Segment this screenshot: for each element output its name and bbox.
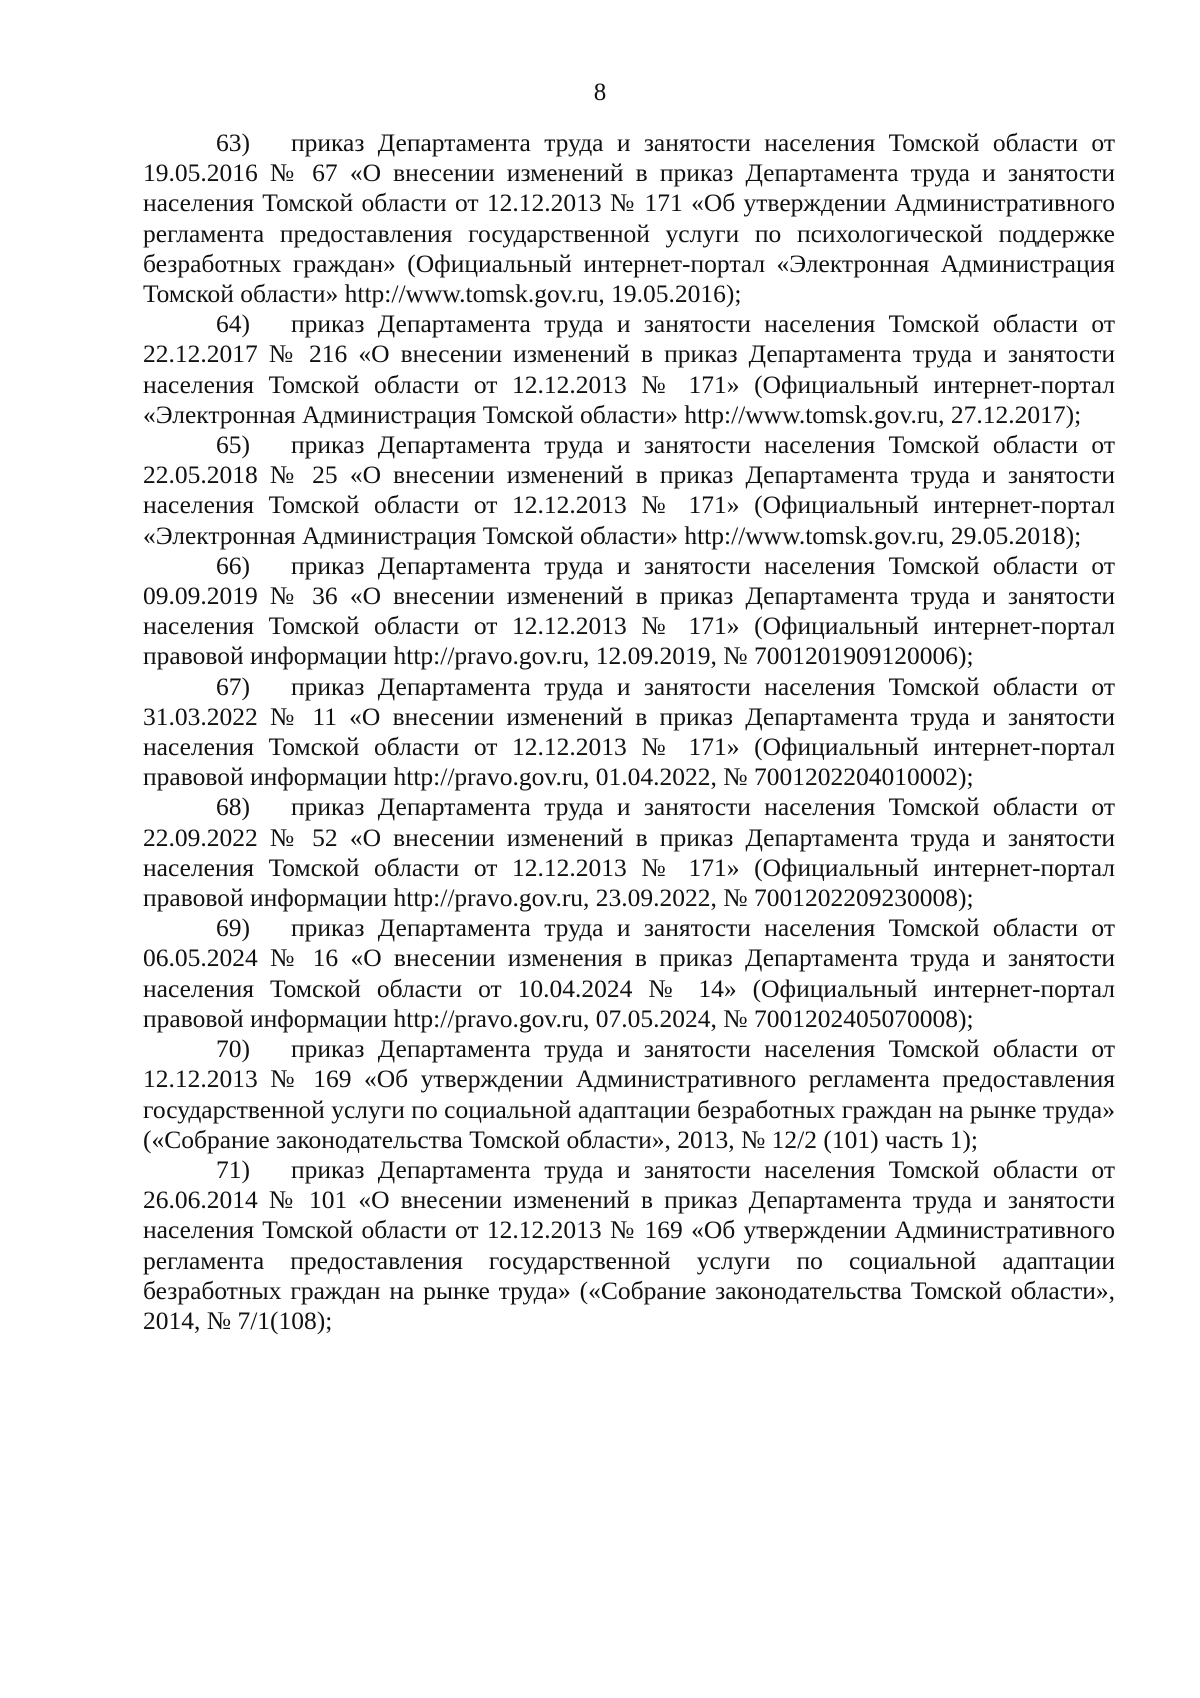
item-text: приказ Департамента труда и занятости населения Томской области от 31.03.2022 № 11 «О внесении изменений в приказ Департамента труда и занятости населения Томской области от 12.12.2013 № 171» (Официальный интернет-портал правовой информации http://pravo.gov.ru, 01.04.2022, № 7001202204010002);	[143, 671, 1115, 792]
list-item-68	[143, 792, 1115, 913]
item-number: 63)	[216, 128, 250, 157]
item-number: 67)	[216, 671, 250, 701]
list-item-63	[143, 128, 1115, 309]
list-item-71	[143, 1155, 1115, 1336]
document-body	[143, 128, 1115, 1336]
item-text: приказ Департамента труда и занятости населения Томской области от 26.06.2014 № 101 «О внесении изменений в приказ Департамента труда и занятости населения Томской области от 12.12.2013 № 169 «Об утверждении Административного регламента предоставления государственной услуги по социальной адаптации безработных граждан на рынке труда» («Собрание законодательства Томской области», 2014, № 7/1(108);	[143, 1154, 1115, 1335]
list-item-65	[143, 430, 1115, 551]
list-item-70	[143, 1034, 1115, 1155]
list-item-67	[143, 672, 1115, 793]
list-item-66	[143, 551, 1115, 672]
list-item-69	[143, 913, 1115, 1034]
item-text: приказ Департамента труда и занятости населения Томской области от 22.05.2018 № 25 «О внесении изменений в приказ Департамента труда и занятости населения Томской области от 12.12.2013 № 171» (Официальный интернет-портал «Электронная Администрация Томской области» http://www.tomsk.gov.ru, 29.05.2018);	[143, 430, 1115, 550]
item-text: приказ Департамента труда и занятости населения Томской области от 22.09.2022 № 52 «О внесении изменений в приказ Департамента труда и занятости населения Томской области от 12.12.2013 № 171» (Официальный интернет-портал правовой информации http://pravo.gov.ru, 23.09.2022, № 7001202209230008);	[143, 792, 1115, 913]
item-number: 65)	[216, 430, 250, 460]
item-number: 66)	[216, 550, 250, 580]
item-text: приказ Департамента труда и занятости населения Томской области от 22.12.2017 № 216 «О внесении изменений в приказ Департамента труда и занятости населения Томской области от 12.12.2013 № 171» (Официальный интернет-портал «Электронная Администрация Томской области» http://www.tomsk.gov.ru, 27.12.2017);	[143, 309, 1115, 429]
list-item-64	[143, 309, 1115, 430]
item-number: 70)	[216, 1034, 250, 1064]
item-number: 64)	[216, 309, 250, 339]
item-text: приказ Департамента труда и занятости населения Томской области от 12.12.2013 № 169 «Об утверждении Административного регламента предоставления государственной услуги по социальной адаптации безработных граждан на рынке труда» («Собрание законодательства Томской области», 2013, № 12/2 (101) часть 1);	[143, 1034, 1115, 1154]
item-text: приказ Департамента труда и занятости населения Томской области от 09.09.2019 № 36 «О внесении изменений в приказ Департамента труда и занятости населения Томской области от 12.12.2013 № 171» (Официальный интернет-портал правовой информации http://pravo.gov.ru, 12.09.2019, № 7001201909120006);	[143, 550, 1115, 671]
item-number: 69)	[216, 913, 250, 943]
item-number: 68)	[216, 792, 250, 822]
item-text: приказ Департамента труда и занятости населения Томской области от 19.05.2016 № 67 «О внесении изменений в приказ Департамента труда и занятости населения Томской области от 12.12.2013 № 171 «Об утверждении Административного регламента предоставления государственной услуги по психологической поддержке безработных граждан» (Официальный интернет-портал «Электронная Администрация Томской области» http://www.tomsk.gov.ru, 19.05.2016);	[143, 128, 1115, 309]
item-number: 71)	[216, 1154, 250, 1184]
page-number: 8	[593, 79, 607, 106]
item-text: приказ Департамента труда и занятости населения Томской области от 06.05.2024 № 16 «О внесении изменения в приказ Департамента труда и занятости населения Томской области от 10.04.2024 № 14» (Официальный интернет-портал правовой информации http://pravo.gov.ru, 07.05.2024, № 7001202405070008);	[143, 913, 1115, 1033]
